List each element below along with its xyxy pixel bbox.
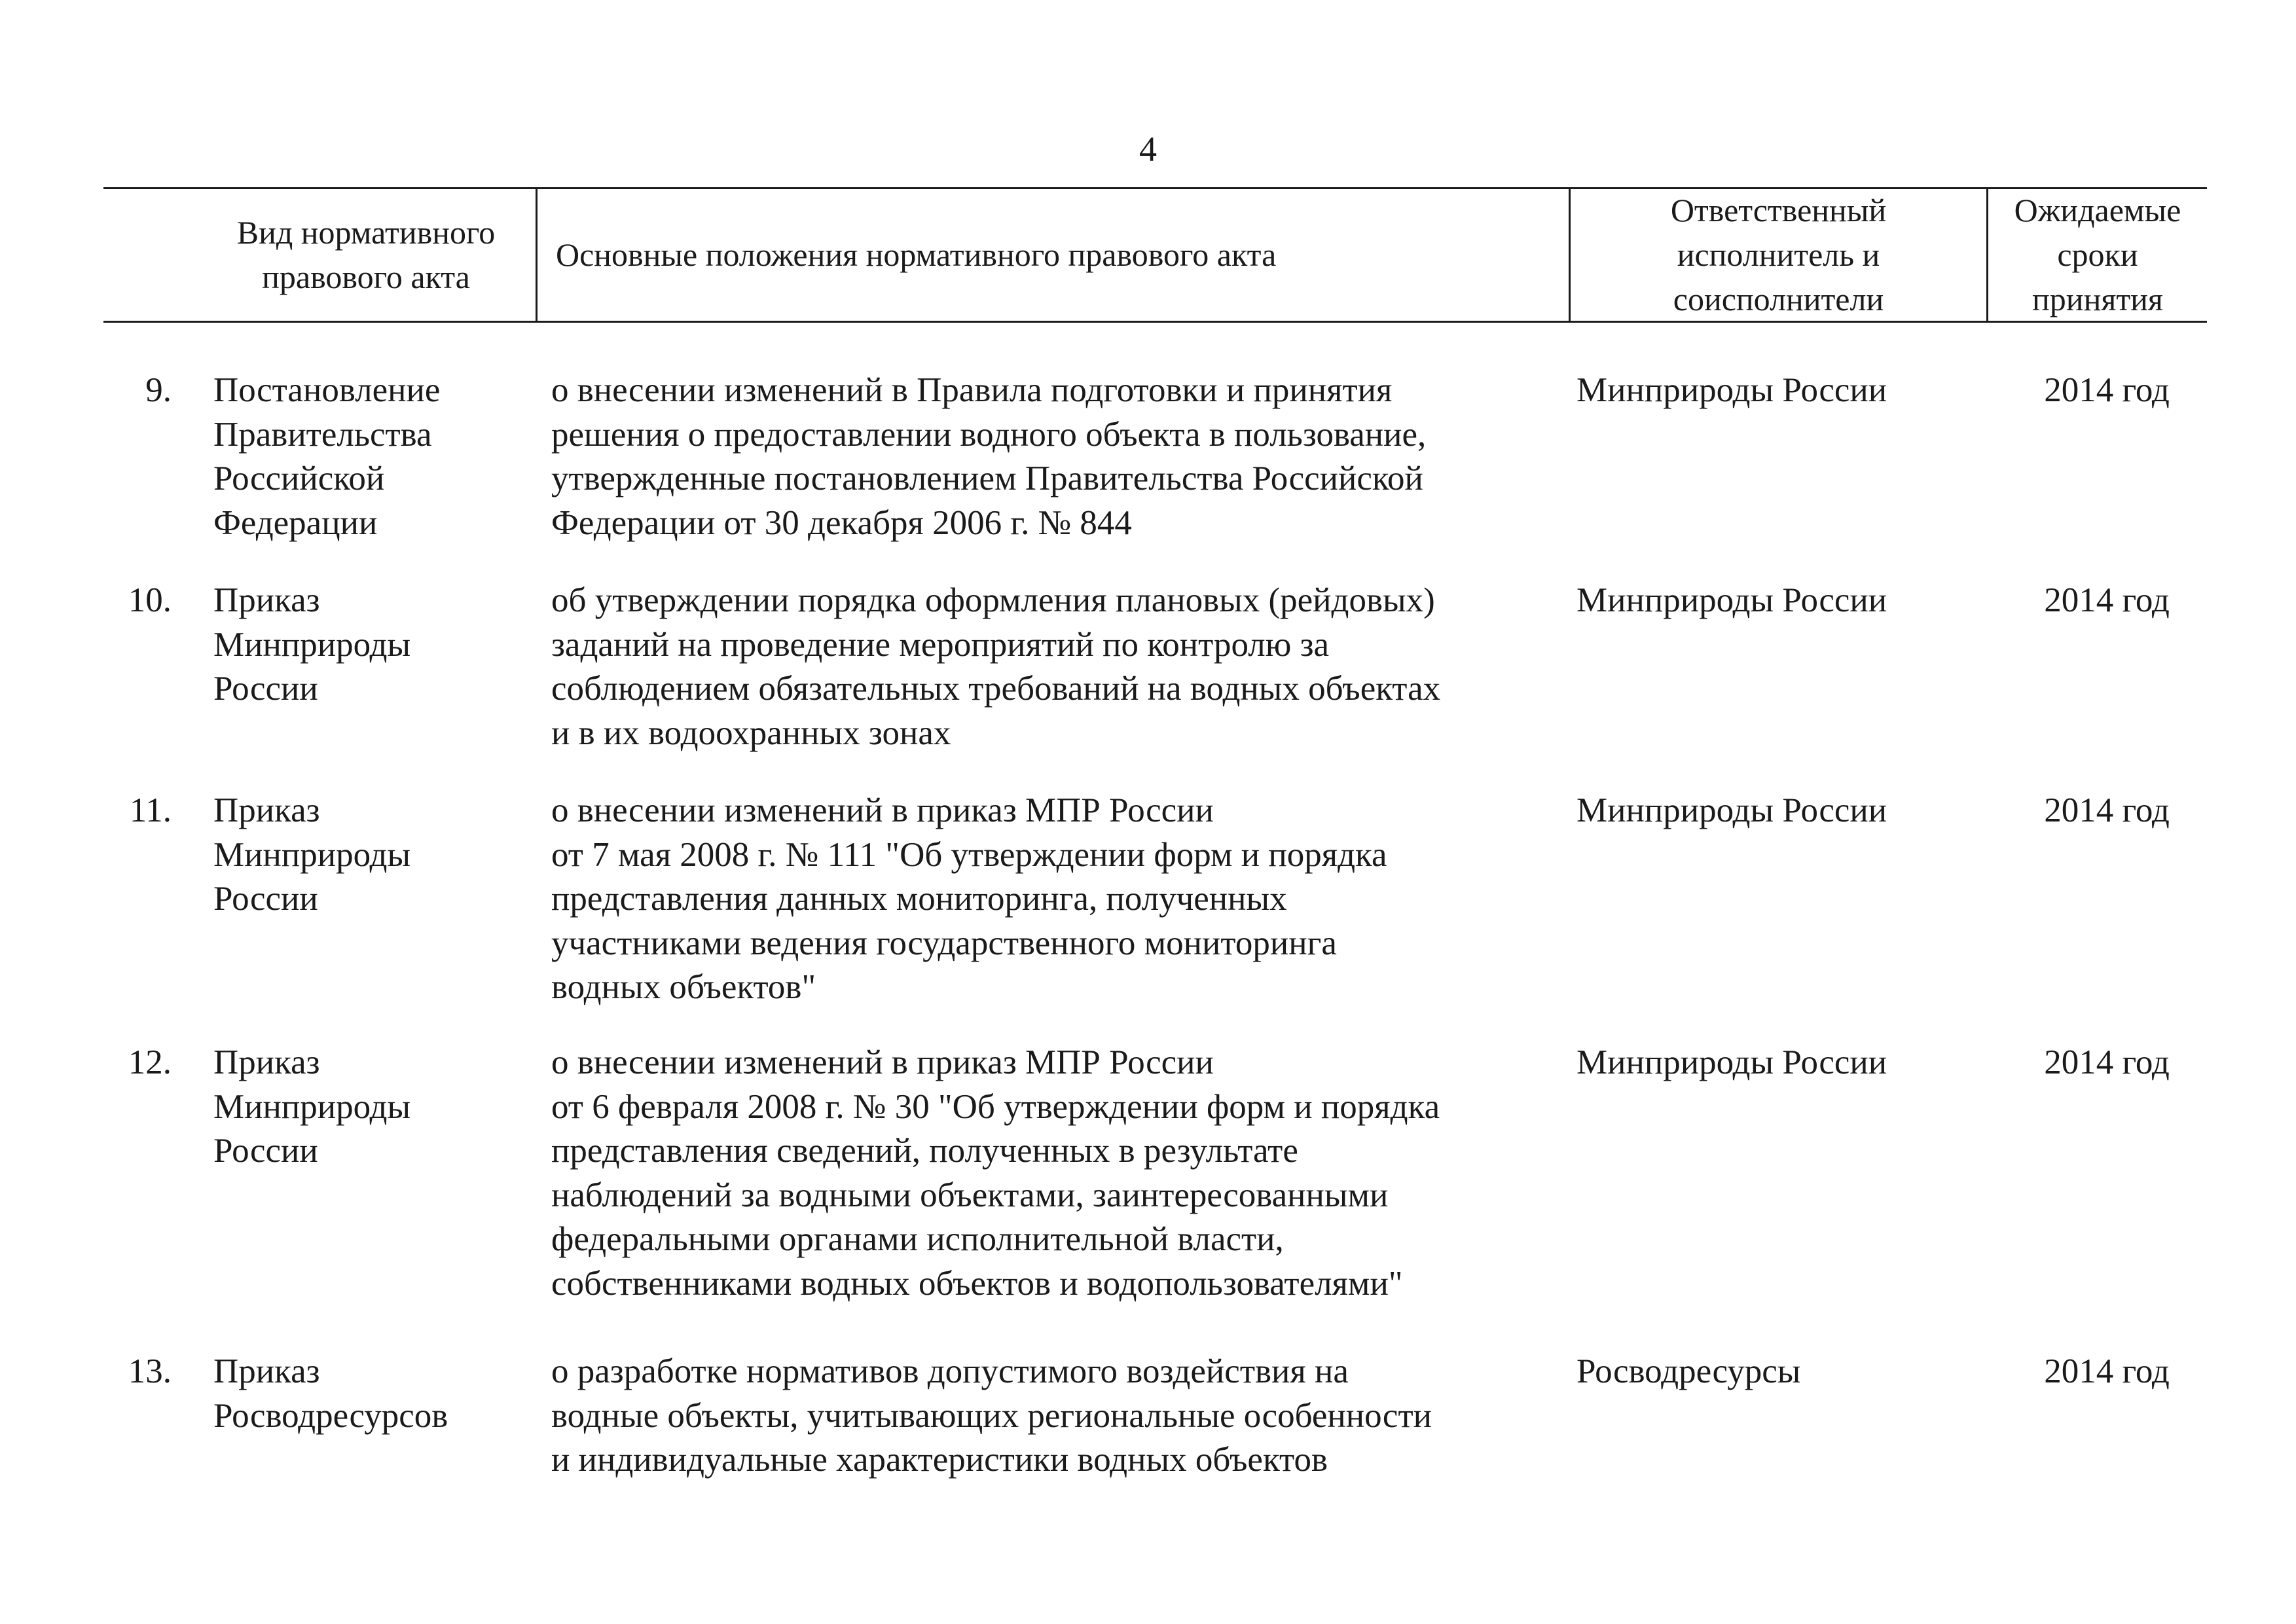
act-kind-line: Федерации — [213, 503, 378, 542]
act-content — [551, 789, 1573, 1010]
act-content-line: о внесении изменений в приказ МПР России — [551, 791, 1214, 829]
act-content — [551, 369, 1573, 545]
act-kind-line: Российской — [213, 460, 385, 497]
header-responsible-line: Ответственный — [1670, 192, 1887, 228]
act-content-line: заданий на проведение мероприятий по контролю за — [551, 625, 1330, 664]
act-content-line: соблюдением обязательных требований на водных объектах — [551, 670, 1441, 708]
act-kind-line: Минприроды — [213, 1087, 411, 1126]
act-content-line: Федерации от 30 декабря 2006 г. № 844 — [551, 503, 1132, 542]
act-content-line: представления данных мониторинга, полученных — [551, 880, 1287, 918]
header-content-line: Основные положения нормативного правового акта — [556, 236, 1277, 273]
deadline: 2014 год — [2044, 581, 2170, 619]
row-number: 9. — [145, 371, 172, 409]
header-deadline-line: принятия — [2032, 281, 2163, 317]
header-kind-line: Вид нормативного — [236, 214, 496, 251]
act-content-line: представления сведений, полученных в результате — [551, 1132, 1298, 1170]
act-kind-line: Приказ — [213, 1352, 320, 1390]
deadline: 2014 год — [2044, 1352, 2170, 1390]
act-content — [551, 1041, 1573, 1306]
act-content-line: решения о предоставлении водного объекта в пользование, — [551, 415, 1427, 454]
header-responsible — [1571, 189, 1986, 321]
act-content-line: от 6 февраля 2008 г. № 30 "Об утверждении форм и порядка — [551, 1087, 1440, 1126]
act-kind-line: Приказ — [213, 1043, 320, 1081]
act-content-line: водные объекты, учитывающих региональные особенности — [551, 1396, 1432, 1435]
act-kind-line: Правительства — [213, 415, 432, 454]
row-number: 10. — [128, 581, 172, 619]
header-kind-line: правового акта — [262, 259, 470, 295]
act-content — [551, 579, 1573, 755]
responsible: Минприроды России — [1576, 581, 1887, 619]
act-kind-line: Приказ — [213, 791, 320, 829]
row-number: 12. — [128, 1043, 172, 1081]
act-content-line: собственниками водных объектов и водопользователями" — [551, 1264, 1403, 1303]
act-content-line: федеральными органами исполнительной власти, — [551, 1220, 1284, 1258]
act-kind-line: Минприроды — [213, 625, 411, 664]
row-number: 11. — [129, 791, 172, 829]
act-kind — [213, 1350, 521, 1438]
act-content-line: о разработке нормативов допустимого воздействия на — [551, 1352, 1349, 1390]
act-kind-line: России — [213, 670, 318, 708]
act-kind — [213, 369, 521, 545]
act-kind — [213, 1041, 521, 1174]
act-content — [551, 1350, 1573, 1483]
act-content-line: водных объектов" — [551, 968, 816, 1006]
act-kind-line: России — [213, 1132, 318, 1170]
header-kind — [196, 189, 536, 321]
act-content-line: утвержденные постановлением Правительства Российской — [551, 460, 1423, 497]
act-content-line: участниками ведения государственного мониторинга — [551, 924, 1337, 962]
act-kind-line: Постановление — [213, 371, 441, 409]
header-content — [538, 189, 1569, 321]
act-content-line: о внесении изменений в Правила подготовки и принятия — [551, 371, 1393, 409]
page-number: 4 — [1139, 130, 1157, 169]
responsible: Росводресурсы — [1576, 1352, 1801, 1390]
deadline: 2014 год — [2044, 1043, 2170, 1081]
responsible: Минприроды России — [1576, 791, 1887, 829]
act-content-line: об утверждении порядка оформления плановых (рейдовых) — [551, 581, 1435, 619]
act-kind-line: России — [213, 880, 318, 918]
header-bottom-rule — [103, 321, 2207, 323]
act-kind-line: Минприроды — [213, 835, 411, 874]
header-deadline-line: сроки — [2057, 236, 2138, 273]
header-deadline-line: Ожидаемые — [2014, 192, 2181, 228]
deadline: 2014 год — [2044, 791, 2170, 829]
act-content-line: от 7 мая 2008 г. № 111 "Об утверждении форм и порядка — [551, 835, 1387, 874]
act-kind-line: Росводресурсов — [213, 1396, 448, 1435]
act-kind-line: Приказ — [213, 581, 320, 619]
act-content-line: и индивидуальные характеристики водных объектов — [551, 1441, 1328, 1479]
act-content-line: о внесении изменений в приказ МПР России — [551, 1043, 1214, 1081]
act-content-line: наблюдений за водными объектами, заинтересованными — [551, 1176, 1389, 1214]
act-content-line: и в их водоохранных зонах — [551, 713, 951, 752]
header-responsible-line: соисполнители — [1673, 281, 1884, 317]
header-responsible-line: исполнитель и — [1677, 236, 1880, 273]
row-number: 13. — [128, 1352, 172, 1390]
act-kind — [213, 579, 521, 712]
responsible: Минприроды России — [1576, 371, 1887, 409]
act-kind — [213, 789, 521, 922]
header-deadline — [1988, 189, 2207, 321]
deadline: 2014 год — [2044, 371, 2170, 409]
responsible: Минприроды России — [1576, 1043, 1887, 1081]
